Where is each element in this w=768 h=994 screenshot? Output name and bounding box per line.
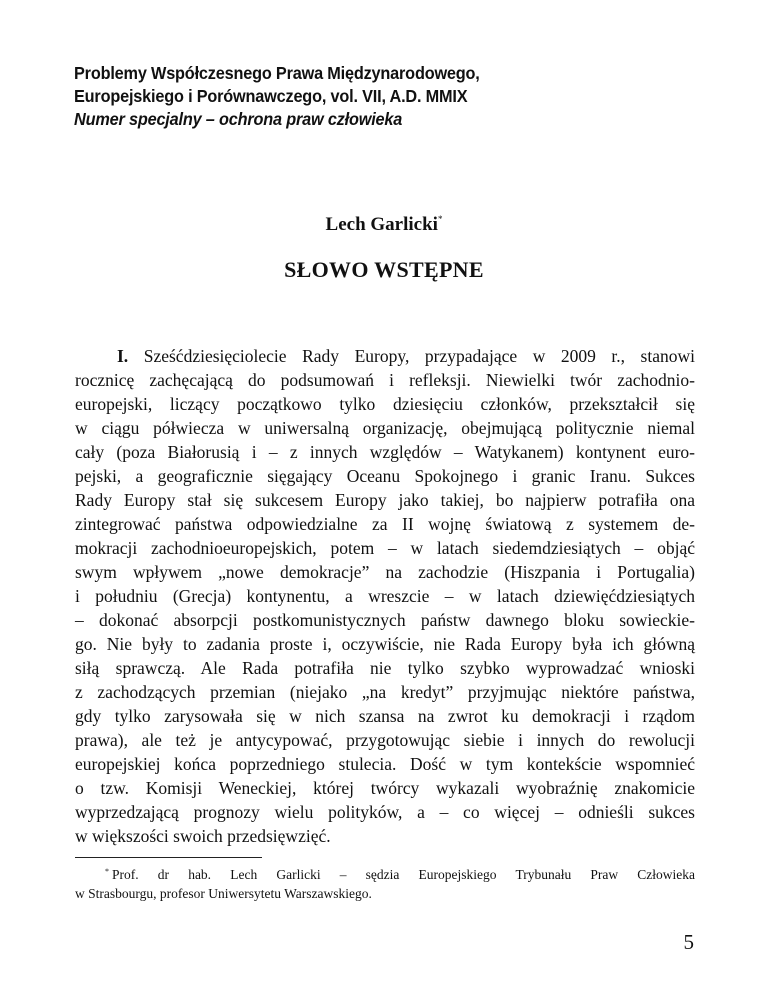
body-line: – dokonać absorpcji postkomunistycznych państw dawnego bloku sowieckie- xyxy=(75,610,695,630)
body-line: rocznicę zachęcającą do podsumowań i refleksji. Niewielki twór zachodnio- xyxy=(75,370,695,390)
footnote-divider xyxy=(75,857,262,858)
author-name: Lech Garlicki xyxy=(325,214,438,235)
journal-title-line-1: Problemy Współczesnego Prawa Międzynarodowego, xyxy=(74,63,480,83)
body-line: zintegrować państwa odpowiedzialne za II wojnę światową z systemem de- xyxy=(75,514,695,534)
body-line: siłą sprawczą. Ale Rada potrafiła nie tylko szybko wyprowadzać wnioski xyxy=(75,658,695,678)
page-number: 5 xyxy=(683,930,694,954)
article-body xyxy=(75,344,695,848)
body-line: Rady Europy stał się sukcesem Europy jako takiej, bo najpierw potrafiła ona xyxy=(75,490,695,510)
footnote xyxy=(75,862,695,903)
section-number: I. xyxy=(117,346,129,366)
special-issue-line: Numer specjalny – ochrona praw człowieka xyxy=(74,109,403,129)
body-line: w ciągu półwiecza w uniwersalną organizację, obejmującą politycznie niemal xyxy=(75,418,695,438)
body-line: i południu (Grecja) kontynentu, a wreszcie – w latach dziewięćdziesiątych xyxy=(75,586,695,606)
footnote-line: w Strasbourgu, profesor Uniwersytetu Warszawskiego. xyxy=(75,886,372,901)
body-line: pejski, a geograficznie sięgający Oceanu Spokojnego i granic Iranu. Sukces xyxy=(75,466,695,486)
footnote-marker: * xyxy=(105,867,109,876)
body-line: cały (poza Białorusią i – z innych względów – Watykanem) kontynent euro- xyxy=(75,442,695,462)
body-line: swym wpływem „nowe demokracje” na zachodzie (Hiszpania i Portugalia) xyxy=(75,562,695,582)
body-line: europejski, liczący początkowo tylko dziesięciu członków, przekształcił się xyxy=(75,394,695,414)
body-line: wyprzedzającą prognozy wielu polityków, a – co więcej – odnieśli sukces xyxy=(75,802,695,822)
author-footnote-marker: * xyxy=(437,214,443,224)
body-line: prawa), ale też je antycypować, przygotowując siebie i innych do rewolucji xyxy=(75,730,695,750)
article-title: SŁOWO WSTĘPNE xyxy=(284,257,484,282)
journal-title-line-2: Europejskiego i Porównawczego, vol. VII, A.D. MMIX xyxy=(74,86,468,106)
author-byline xyxy=(0,207,768,237)
journal-header xyxy=(74,62,669,131)
body-line: w większości swoich przedsięwzięć. xyxy=(75,826,331,846)
body-line: gdy tylko zarysowała się w nich szansa na zwrot ku demokracji i rządom xyxy=(75,706,695,726)
footnote-line: * Prof. dr hab. Lech Garlicki – sędzia Europejskiego Trybunału Praw Człowieka xyxy=(105,867,695,882)
body-line: I. Sześćdziesięciolecie Rady Europy, przypadające w 2009 r., stanowi xyxy=(117,346,695,366)
body-line: mokracji zachodnioeuropejskich, potem – w latach siedemdziesiątych – objąć xyxy=(75,538,695,558)
body-line: o tzw. Komisji Weneckiej, której twórcy wykazali wyobraźnię znakomicie xyxy=(75,778,695,798)
body-line: europejskiej końca poprzedniego stulecia. Dość w tym kontekście wspomnieć xyxy=(75,754,695,774)
body-line: z zachodzących przemian (niejako „na kredyt” przyjmując niektóre państwa, xyxy=(75,682,695,702)
body-line: go. Nie były to zadania proste i, oczywiście, nie Rada Europy była ich główną xyxy=(75,634,695,654)
